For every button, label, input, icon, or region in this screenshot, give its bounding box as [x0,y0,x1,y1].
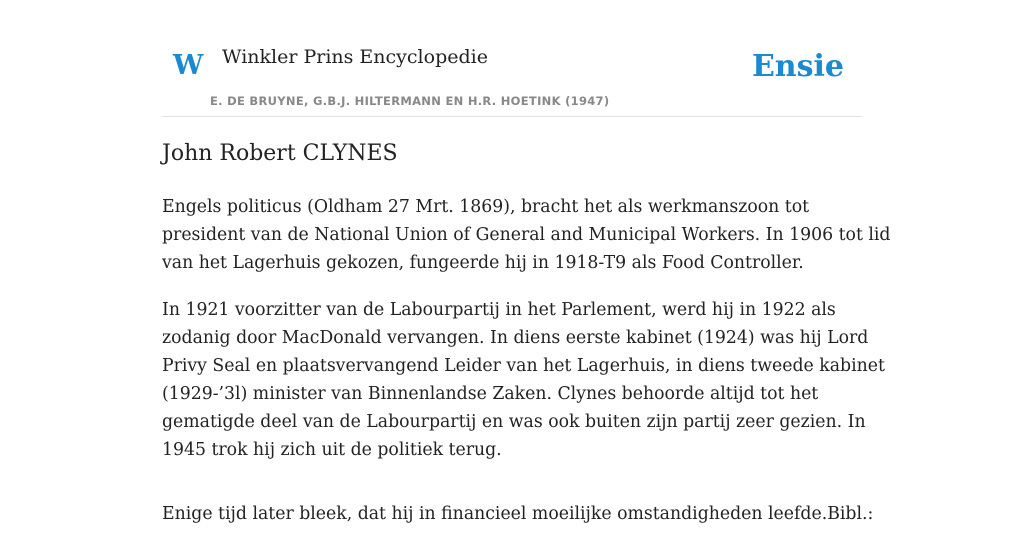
paragraph-line: (1929-’3l) minister van Binnenlandse Zaken. Clynes behoorde altijd tot het [162,384,819,404]
paragraph-line: Enige tijd later bleek, dat hij in financieel moeilijke omstandigheden leefde.Bibl.: [162,504,874,524]
paragraph-line: president van de National Union of General and Municipal Workers. In 1906 tot lid [162,225,891,245]
paragraph-line: Engels politicus (Oldham 27 Mrt. 1869), bracht het als werkmanszoon tot [162,197,810,217]
paragraph-line: gematigde deel van de Labourpartij en was ook buiten zijn partij zeer gezien. In [162,412,866,432]
paragraph-line: In 1921 voorzitter van de Labourpartij in het Parlement, werd hij in 1922 als [162,300,836,320]
source-logo-icon[interactable]: W [173,50,204,81]
article-paragraph [162,296,885,464]
article [162,138,891,547]
paragraph-line: Privy Seal en plaatsvervangend Leider van het Lagerhuis, in diens tweede kabinet [162,356,885,376]
article-title: John Robert CLYNES [162,141,398,166]
site-header [162,0,862,117]
paragraph-line: zodanig door MacDonald vervangen. In diens eerste kabinet (1924) was hij Lord [162,328,869,348]
article-paragraph [162,193,891,277]
source-title-link[interactable]: Winkler Prins Encyclopedie [222,46,488,68]
source-authors: E. DE BRUYNE, G.B.J. HILTERMANN EN H.R. HOETINK (1947) [210,94,610,108]
ensie-logo[interactable]: Ensie [751,49,844,84]
article-paragraph [162,500,874,528]
paragraph-line: van het Lagerhuis gekozen, fungeerde hij in 1918-T9 als Food Controller. [162,253,804,273]
paragraph-line: 1945 trok hij zich uit de politiek terug. [162,440,502,460]
